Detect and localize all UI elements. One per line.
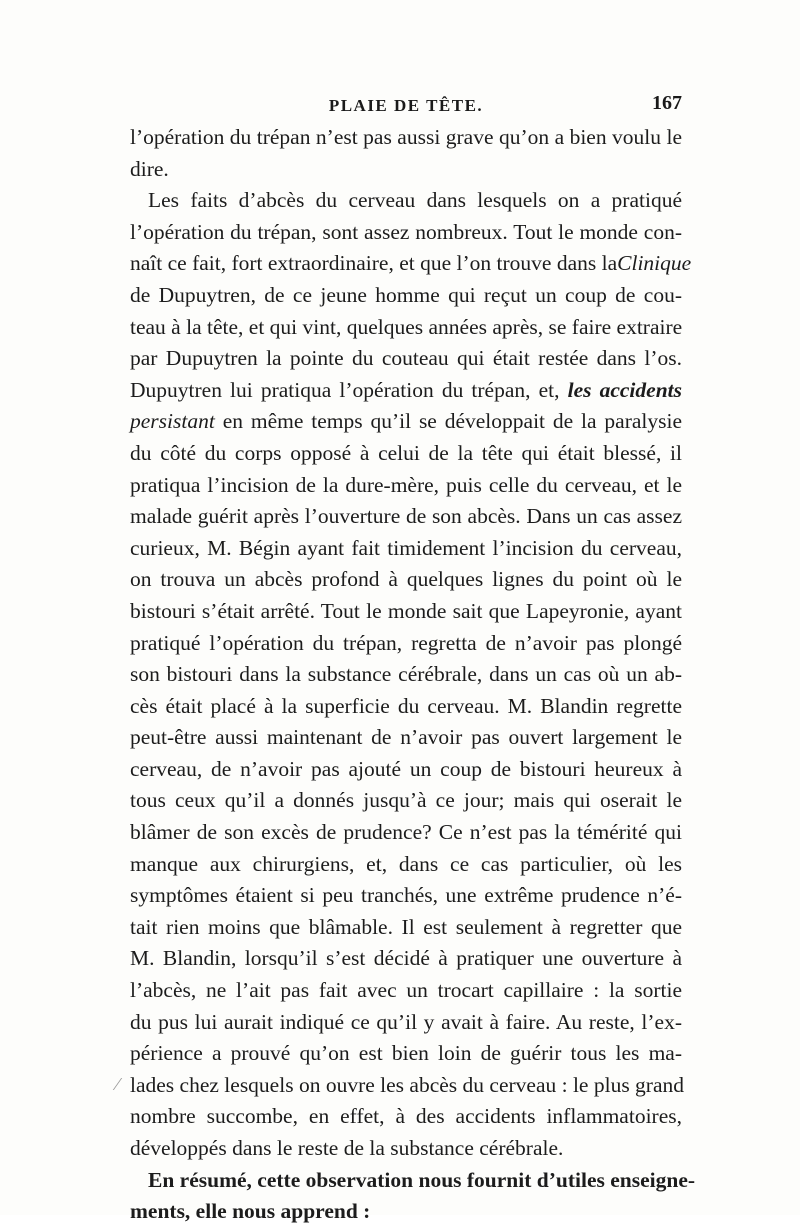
text-line: par Dupuytren la pointe du couteau qui était restée dans l’os. [130, 346, 682, 371]
text-line [130, 406, 682, 438]
text-line: bistouri s’était arrêté. Tout le monde sait que Lapeyronie, ayant [130, 598, 682, 623]
text-line: périence a prouvé qu’on est bien loin de guérir tous les ma- [130, 1041, 682, 1066]
text-line: teau à la tête, et qui vint, quelques années après, se faire extraire [130, 314, 683, 339]
margin-mark [113, 1078, 130, 1090]
text-line: M. Blandin, lorsqu’il s’est décidé à pratiquer une ouverture à [130, 946, 682, 971]
text-line: son bistouri dans la substance cérébrale, dans un cas où un ab- [130, 662, 682, 687]
text-line: manque aux chirurgiens, et, dans ce cas particulier, où les [130, 851, 682, 876]
text-line [130, 375, 682, 407]
text-line: du pus lui aurait indiqué ce qu’il y avait à faire. Au reste, l’ex- [130, 1009, 682, 1034]
paragraph-start: En résumé, cette observation nous fournit d’utiles enseigne- [148, 1167, 696, 1192]
italic-accidents: les accidents [567, 377, 682, 402]
running-title: PLAIE DE TÊTE. [328, 96, 484, 115]
text-line: l’opération du trépan n’est pas aussi grave qu’on a bien voulu le [130, 125, 682, 149]
text-line: cerveau, de n’avoir pas ajouté un coup de bistouri heureux à [130, 756, 682, 781]
text-line: tait rien moins que blâmable. Il est seulement à regretter que [130, 914, 682, 939]
text-fragment: Dupuytren lui pratiqua l’opération du trépan, et, [130, 377, 560, 402]
text-line: blâmer de son excès de prudence? Ce n’est pas la témérité qui [130, 820, 682, 845]
text-line: tous ceux qu’il a donnés jusqu’à ce jour; mais qui oserait le [130, 788, 682, 813]
text-line: pratiqua l’incision de la dure-mère, puis celle du cerveau, et le [130, 472, 682, 497]
text-line: ments, elle nous apprend : [130, 1199, 371, 1224]
running-head [130, 88, 682, 122]
text-line: de Dupuytren, de ce jeune homme qui reçut un coup de cou- [130, 282, 682, 307]
text-line: malade guérit après l’ouverture de son abcès. Dans un cas assez [130, 504, 682, 529]
page-number: 167 [652, 92, 682, 114]
text-line: du côté du corps opposé à celui de la tête qui était blessé, il [130, 440, 682, 465]
text-line: on trouva un abcès profond à quelques lignes du point où le [130, 567, 682, 592]
text-fragment: naît ce fait, fort extraordinaire, et que l’on trouve dans la [130, 251, 618, 276]
text-line: curieux, M. Bégin ayant fait timidement l’incision du cerveau, [130, 535, 682, 560]
text-line: l’opération du trépan, sont assez nombreux. Tout le monde con- [130, 219, 682, 244]
text-line: lades chez lesquels on ouvre les abcès du cerveau : le plus grand [130, 1072, 685, 1097]
text-line: développés dans le reste de la substance cérébrale. [130, 1136, 564, 1160]
text-line [130, 248, 692, 280]
text-line: nombre succombe, en effet, à des accidents inflammatoires, [130, 1104, 682, 1129]
text-line: symptômes étaient si peu tranchés, une extrême prudence n’é- [130, 883, 682, 908]
text-fragment: en même temps qu’il se développait de la paralysie [222, 409, 683, 434]
paragraph-start: Les faits d’abcès du cerveau dans lesquels on a pratiqué [148, 188, 682, 213]
text-line: pratiqué l’opération du trépan, regretta de n’avoir pas plongé [130, 630, 682, 655]
body-text [130, 122, 696, 1228]
text-line: cès était placé à la superficie du cerveau. M. Blandin regrette [130, 693, 682, 718]
italic-persistant: persistant [130, 409, 215, 434]
text-line: peut-être aussi maintenant de n’avoir pas ouvert largement le [130, 725, 682, 750]
italic-clinique: Clinique [617, 251, 692, 276]
text-line: l’abcès, ne l’ait pas fait avec un trocart capillaire : la sortie [130, 978, 682, 1003]
text-line: dire. [130, 156, 169, 181]
